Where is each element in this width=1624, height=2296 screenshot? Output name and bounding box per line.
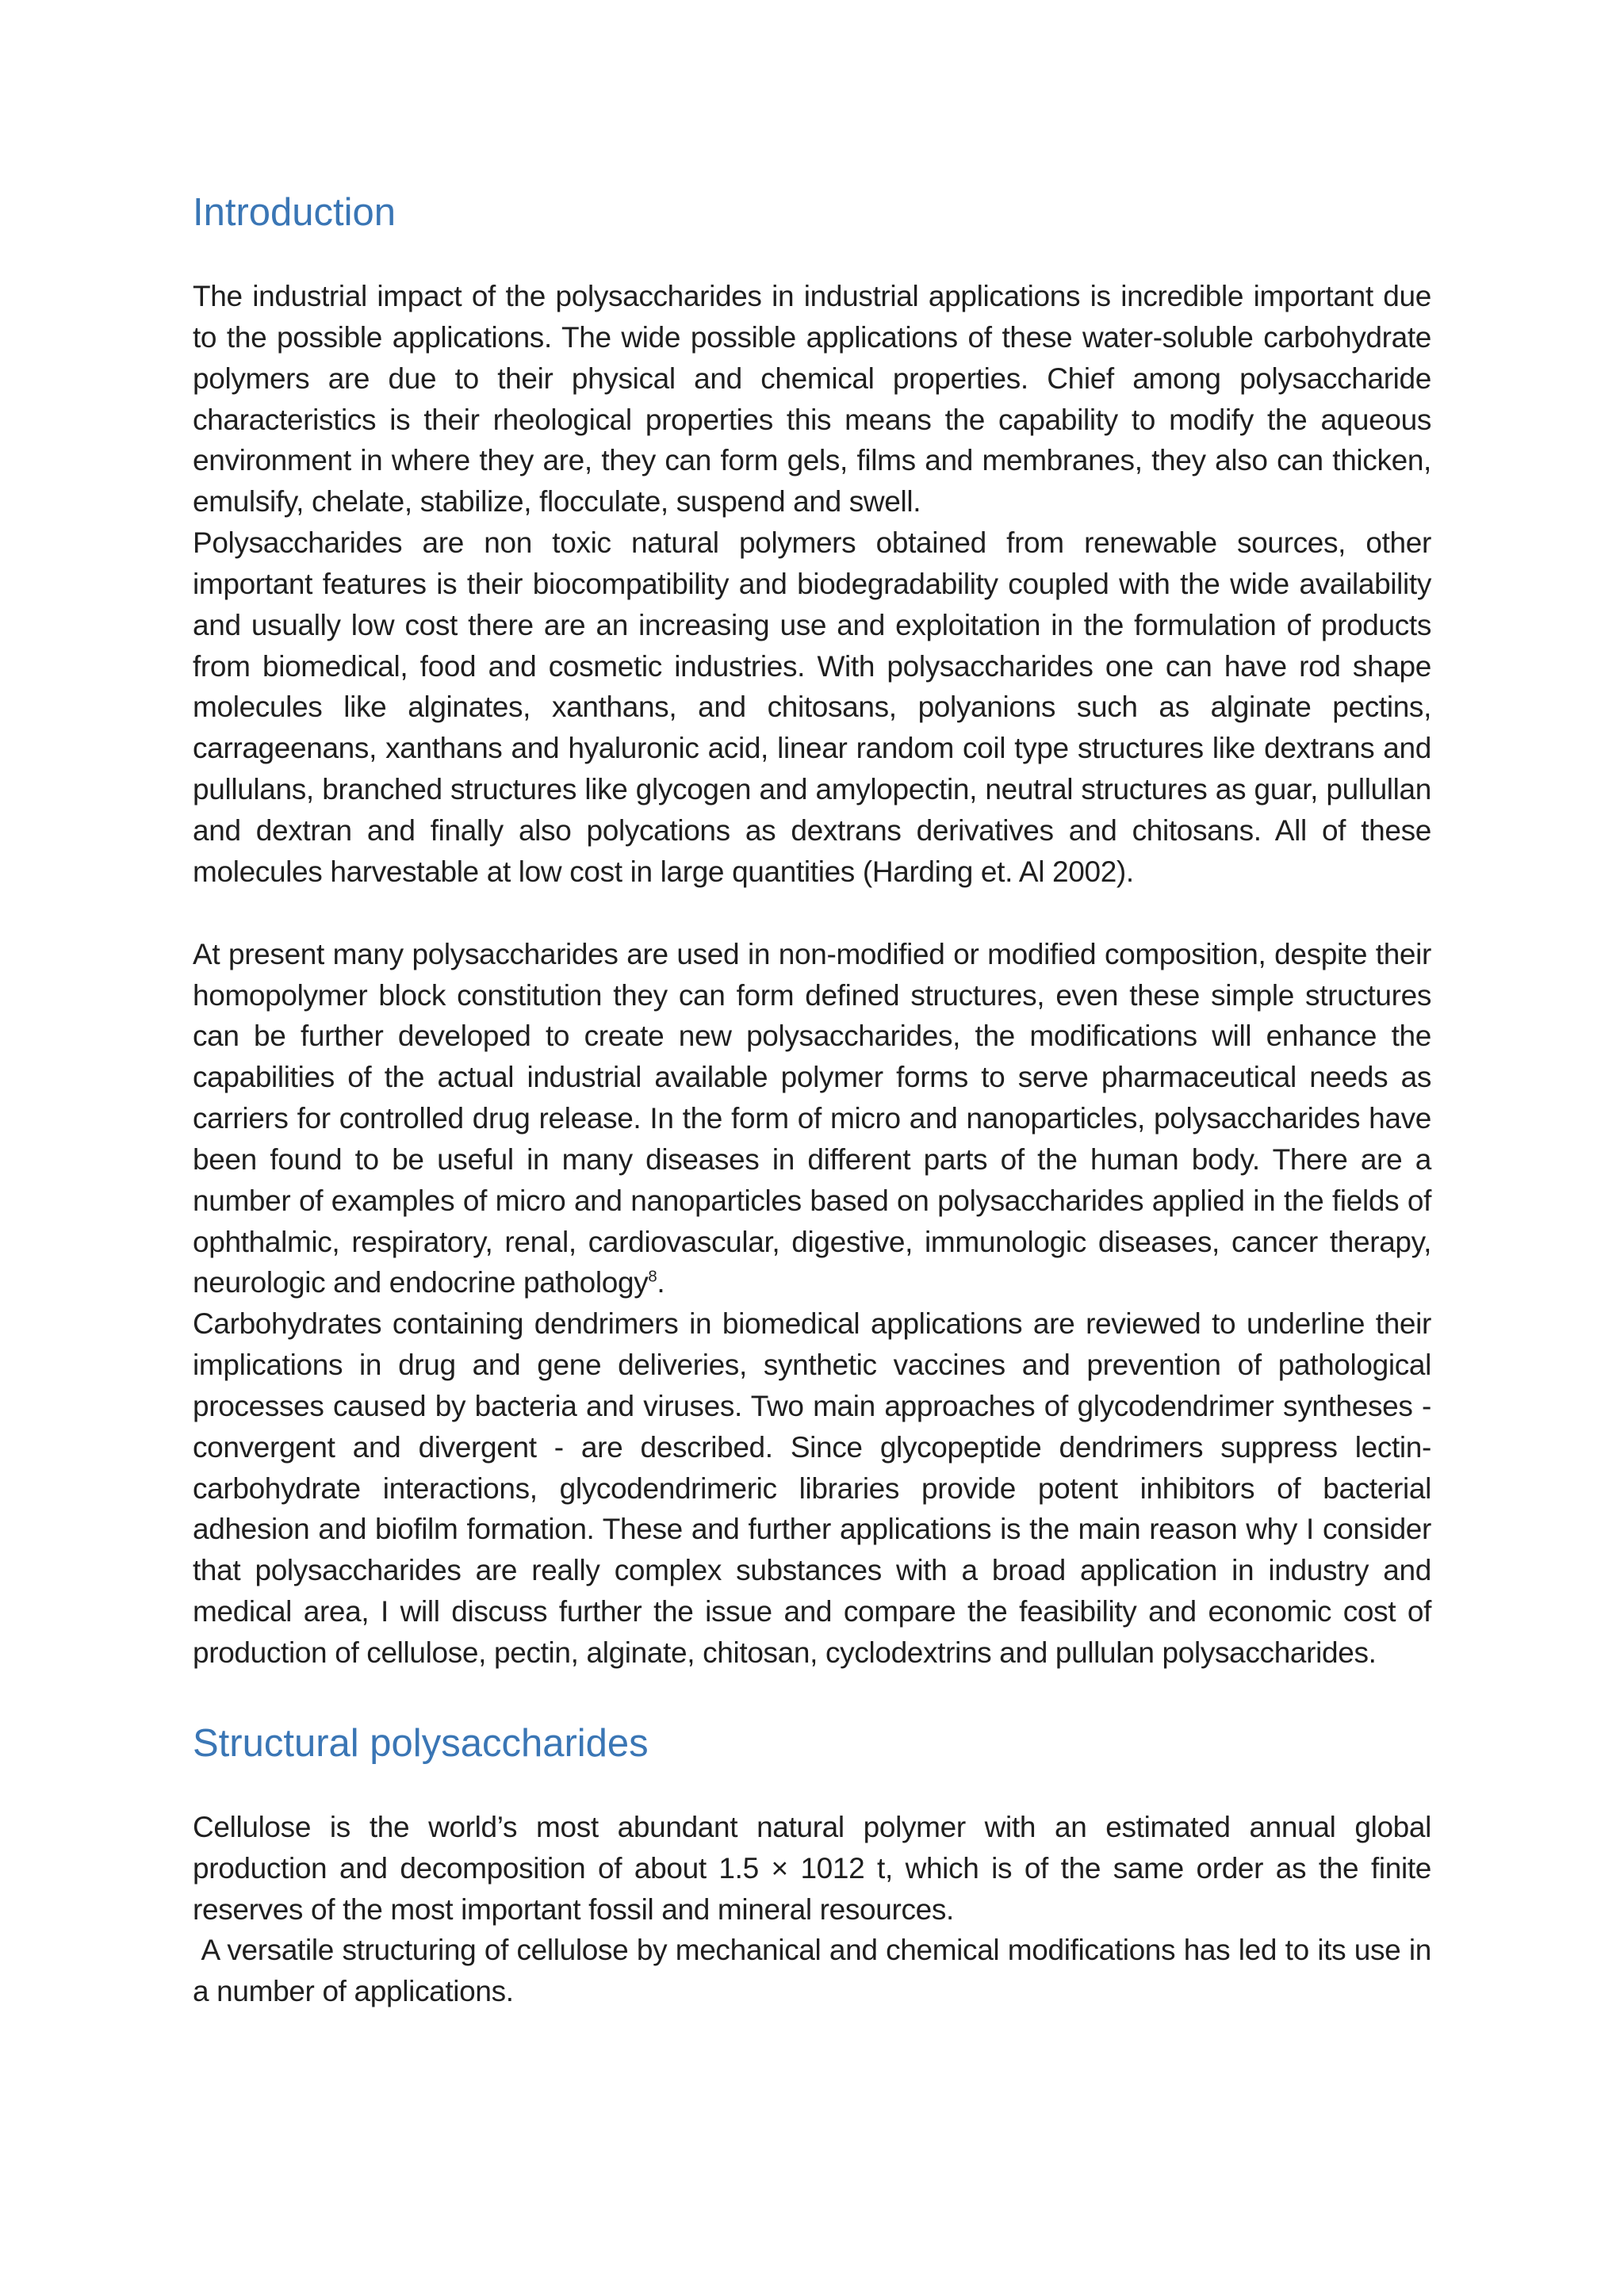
citation-superscript: 8 — [648, 1269, 657, 1287]
paragraph-intro-3-end: . — [657, 1266, 665, 1299]
paragraph-intro-1: The industrial impact of the polysaccharides in industrial applications is incredible important due to the possible applications. The wide possible applications of these water-soluble carbohydrate polymers are due to their physical and chemical properties. Chief among polysaccharide characteristics is their rheological properties this means the capability to modify the aqueous environment in where they are, they can form gels, films and membranes, they also can thicken, emulsify, chelate, stabilize, flocculate, suspend and swell. — [193, 280, 1431, 519]
document-page — [193, 0, 1439, 2012]
section-heading-introduction: Introduction — [193, 191, 396, 234]
paragraph-intro-3 — [193, 934, 1431, 1304]
paragraph-intro-2: Polysaccharides are non toxic natural polymers obtained from renewable sources, other important features is their biocompatibility and biodegradability coupled with the wide availability and usually low cost there are an increasing use and exploitation in the formulation of products from biomedical, food and cosmetic industries. With polysaccharides one can have rod shape molecules like alginates, xanthans, and chitosans, polyanions such as alginate pectins, carrageenans, xanthans and hyaluronic acid, linear random coil type structures like dextrans and pullulans, branched structures like glycogen and amylopectin, neutral structures as guar, pullullan and dextran and finally also polycations as dextrans derivatives and chitosans. All of these molecules harvestable at low cost in large quantities (Harding et. Al 2002). — [193, 526, 1431, 888]
paragraph-intro-3-text: At present many polysaccharides are used in non-modified or modified composition, despite their homopolymer block constitution they can form defined structures, even these simple structures can be further developed to create new polysaccharides, the modifications will enhance the capabilities of the actual industrial available polymer forms to serve pharmaceutical needs as carriers for controlled drug release. In the form of micro and nanoparticles, polysaccharides have been found to be useful in many diseases in different parts of the human body. There are a number of examples of micro and nanoparticles based on polysaccharides applied in the fields of ophthalmic, respiratory, renal, cardiovascular, digestive, immunologic diseases, cancer therapy, neurologic and endocrine pathology — [193, 937, 1431, 1299]
section-heading-structural-polysaccharides: Structural polysaccharides — [193, 1721, 649, 1765]
paragraph-structural-1: Cellulose is the world’s most abundant natural polymer with an estimated annual global production and decomposition of about 1.5 × 1012 t, which is of the same order as the finite reserves of the most important fossil and mineral resources. — [193, 1810, 1431, 1926]
paragraph-intro-4: Carbohydrates containing dendrimers in biomedical applications are reviewed to underline their implications in drug and gene deliveries, synthetic vaccines and prevention of pathological processes caused by bacteria and viruses. Two main approaches of glycodendrimer syntheses - convergent and divergent - are described. Since glycopeptide dendrimers suppress lectin-carbohydrate interactions, glycodendrimeric libraries provide potent inhibitors of bacterial adhesion and biofilm formation. These and further applications is the main reason why I consider that polysaccharides are really complex substances with a broad application in industry and medical area, I will discuss further the issue and compare the feasibility and economic cost of production of cellulose, pectin, alginate, chitosan, cyclodextrins and pullulan polysaccharides. — [193, 1307, 1431, 1669]
paragraph-structural-2: A versatile structuring of cellulose by mechanical and chemical modifications has led to its use in a number of applications. — [193, 1934, 1439, 2008]
